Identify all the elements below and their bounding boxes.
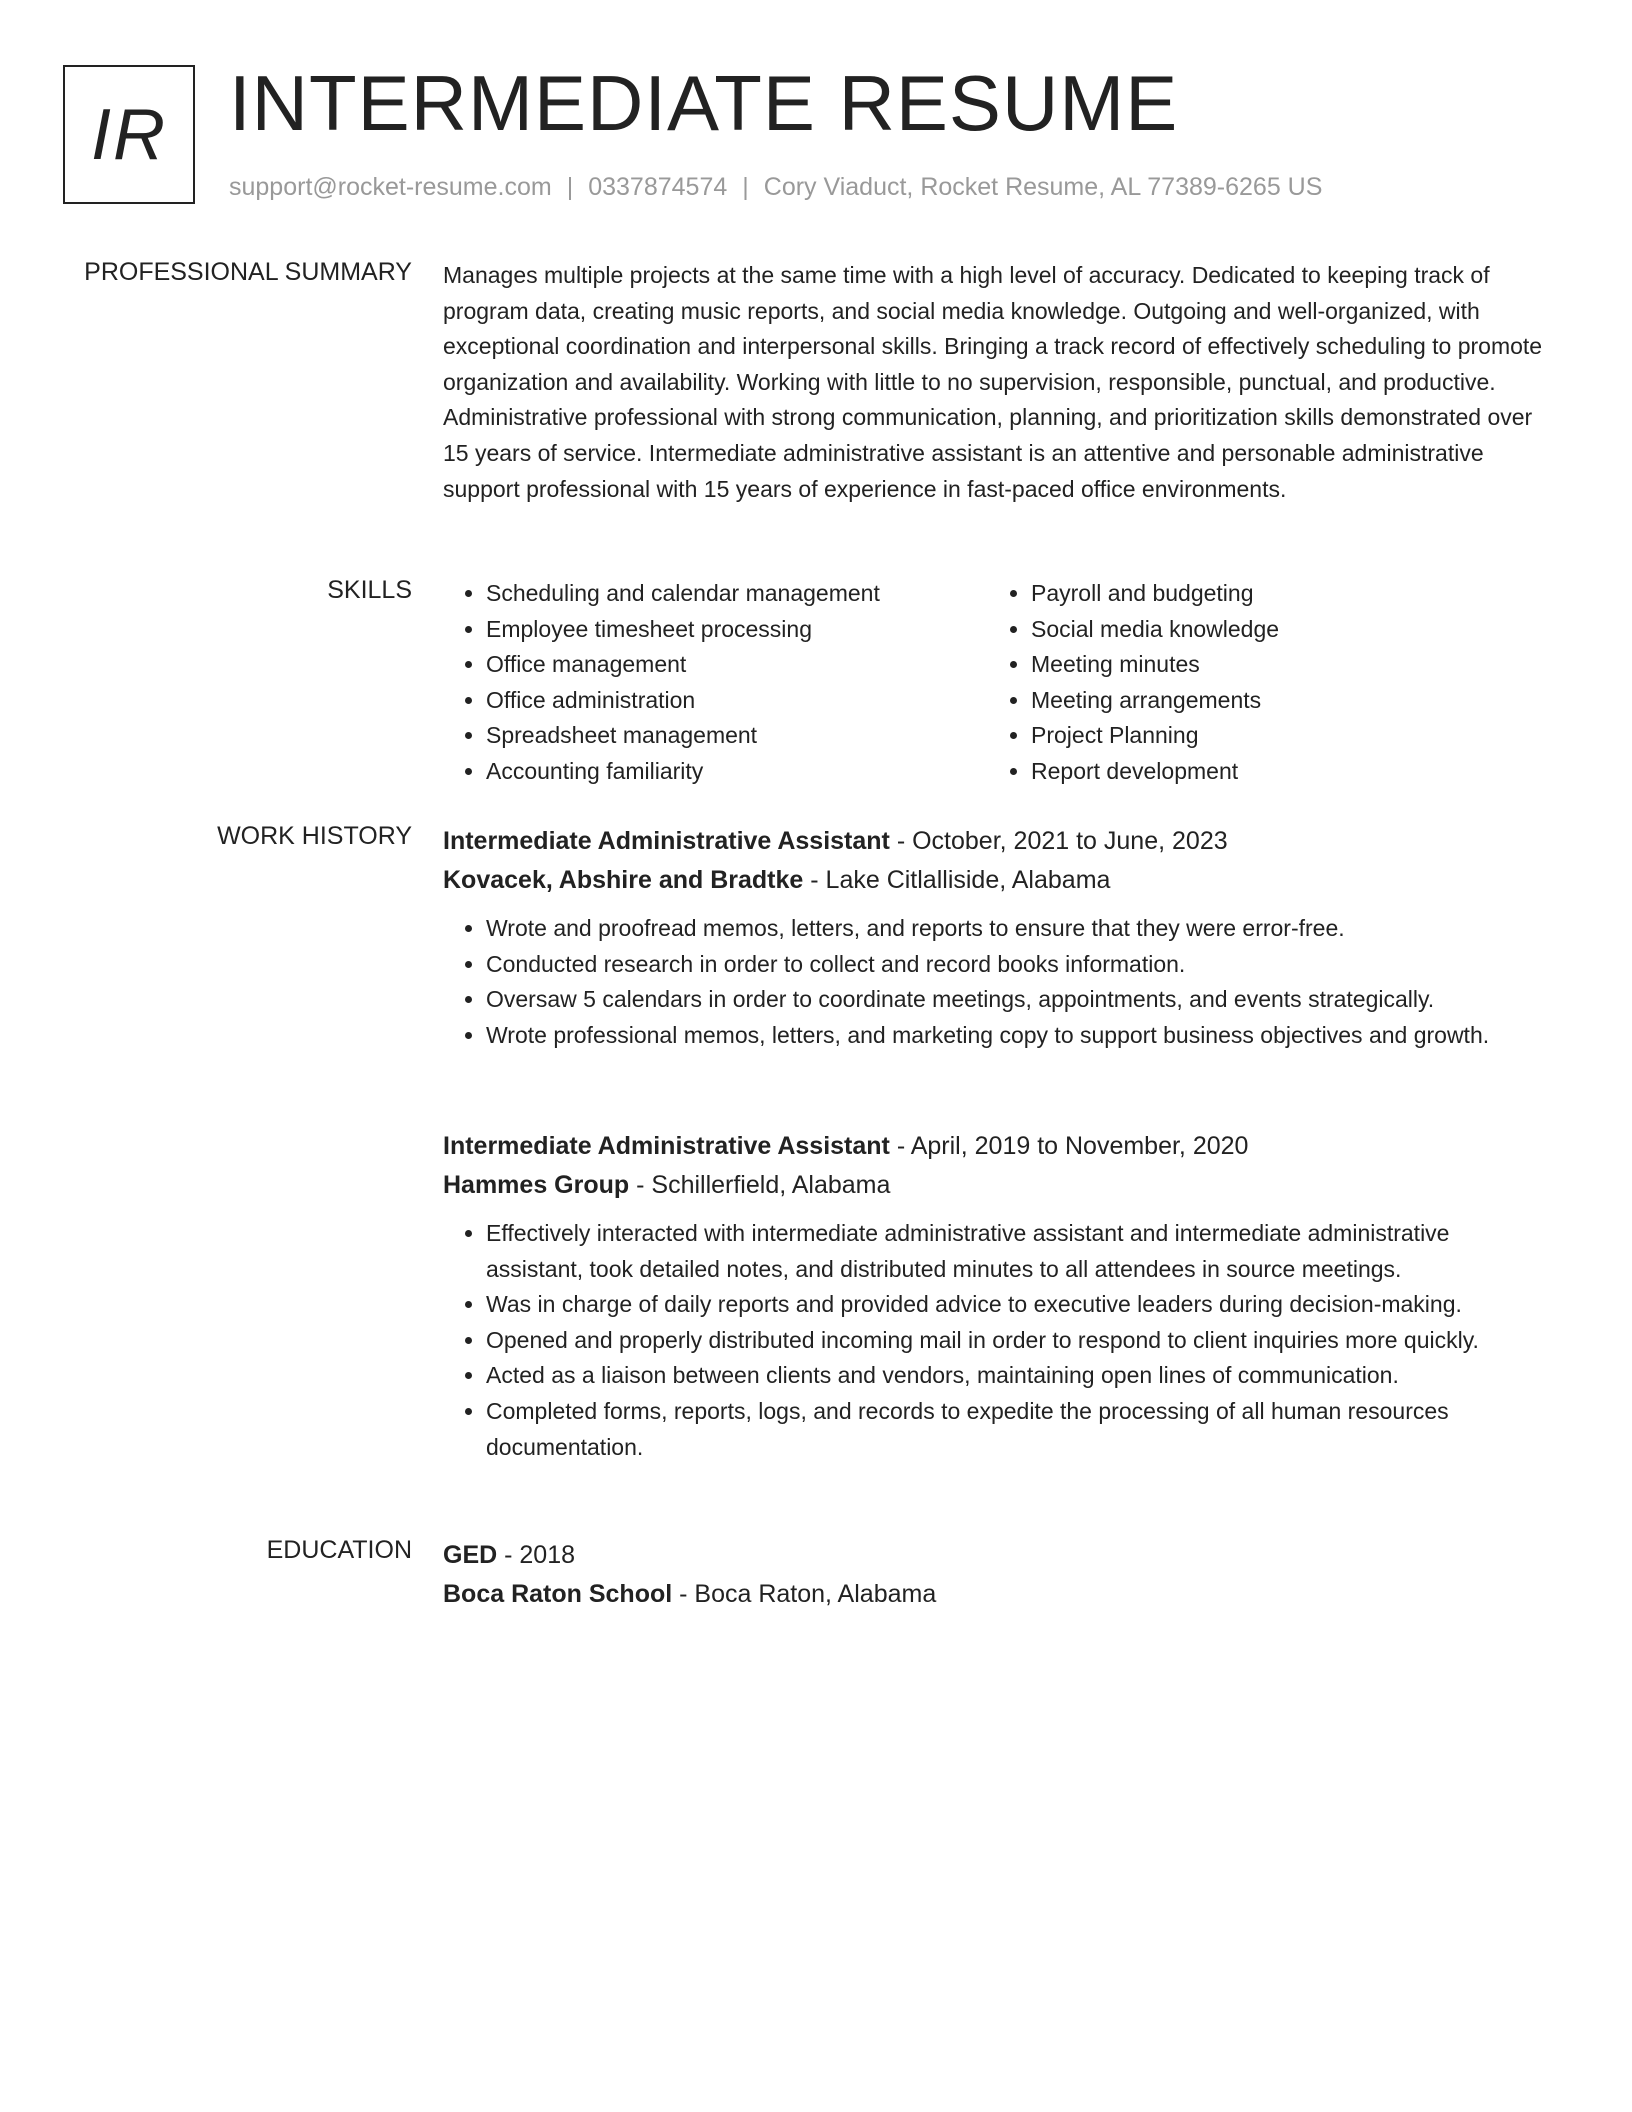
section-label-education: EDUCATION — [266, 1536, 412, 1564]
monogram-logo: IR — [63, 65, 195, 204]
education-degree-line — [443, 1536, 1553, 1575]
job-title-line — [443, 1127, 1553, 1166]
job-bullet: • Conducted research in order to collect and record books information. — [486, 947, 1553, 983]
summary-body — [443, 258, 1553, 507]
job-bullet-list — [443, 911, 1553, 1053]
job-bullet: • Wrote professional memos, letters, and marketing copy to support business objectives and growth. — [486, 1018, 1553, 1054]
skills-body — [443, 576, 1553, 790]
job-dates: - October, 2021 to June, 2023 — [889, 827, 1228, 855]
contact-separator: | — [742, 173, 749, 201]
skill-item: • Payroll and budgeting — [1031, 576, 1533, 612]
resume-name: INTERMEDIATE RESUME — [229, 59, 1179, 147]
education-school-line — [443, 1575, 1553, 1614]
education-school: Boca Raton School — [443, 1580, 673, 1608]
summary-text: Manages multiple projects at the same time with a high level of accuracy. Dedicated to keeping track of program data, creating music reports, and social media knowledge. Outgoing and well-organized, with exceptional coordination and interpersonal skills. Bringing a track record of effectively scheduling to promote organization and availability. Working with little to no supervision, responsible, punctual, and productive. Administrative professional with strong communication, planning, and prioritization skills demonstrated over 15 years of service. Intermediate administrative assistant is an attentive and personable administrative support professional with 15 years of experience in fast-paced office environments. — [443, 262, 1543, 502]
job-entry — [443, 822, 1553, 1053]
job-bullet: • Effectively interacted with intermediate administrative assistant and intermediate administrative assistant, took detailed notes, and distributed minutes to all attendees in source meetings. — [486, 1216, 1553, 1287]
job-location: - Schillerfield, Alabama — [629, 1171, 891, 1199]
education-year: - 2018 — [497, 1541, 576, 1569]
resume-header — [63, 59, 1563, 215]
job-company: Kovacek, Abshire and Bradtke — [443, 866, 804, 894]
contact-line — [229, 173, 1322, 202]
job-bullet: • Oversaw 5 calendars in order to coordinate meetings, appointments, and events strategically. — [486, 982, 1553, 1018]
education-degree: GED — [443, 1541, 498, 1569]
skill-item: • Office management — [486, 647, 988, 683]
job-bullet: • Was in charge of daily reports and provided advice to executive leaders during decision-making. — [486, 1287, 1553, 1323]
skill-item: • Report development — [1031, 754, 1533, 790]
job-dates: - April, 2019 to November, 2020 — [889, 1132, 1249, 1160]
section-label-work-history: WORK HISTORY — [217, 822, 412, 850]
job-company-line — [443, 861, 1553, 900]
contact-email: support@rocket-resume.com — [229, 173, 552, 201]
contact-separator: | — [566, 173, 574, 201]
education-location: - Boca Raton, Alabama — [672, 1580, 937, 1608]
skill-item: • Accounting familiarity — [486, 754, 988, 790]
job-title: Intermediate Administrative Assistant — [443, 1132, 890, 1160]
job-entry — [443, 1127, 1553, 1465]
skill-item: • Social media knowledge — [1031, 612, 1533, 648]
skill-item: • Meeting arrangements — [1031, 683, 1533, 719]
job-company-line — [443, 1166, 1553, 1205]
skill-item: • Meeting minutes — [1031, 647, 1533, 683]
contact-address: Cory Viaduct, Rocket Resume, AL 77389-6265 US — [763, 173, 1323, 201]
job-bullet: • Wrote and proofread memos, letters, and reports to ensure that they were error-free. — [486, 911, 1553, 947]
job-bullet-list — [443, 1216, 1553, 1465]
job-bullet: • Opened and properly distributed incoming mail in order to respond to client inquiries more quickly. — [486, 1323, 1553, 1359]
job-bullet: • Completed forms, reports, logs, and records to expedite the processing of all human resources documentation. — [486, 1394, 1553, 1465]
job-title: Intermediate Administrative Assistant — [443, 827, 890, 855]
skills-list-right — [988, 576, 1533, 790]
job-location: - Lake Citlalliside, Alabama — [803, 866, 1111, 894]
skill-item: • Employee timesheet processing — [486, 612, 988, 648]
job-bullet: • Acted as a liaison between clients and vendors, maintaining open lines of communication. — [486, 1358, 1553, 1394]
education-body — [443, 1536, 1553, 1614]
job-title-line — [443, 822, 1553, 861]
section-label-summary: PROFESSIONAL SUMMARY — [84, 258, 412, 286]
contact-phone: 0337874574 — [588, 173, 728, 201]
skill-item: • Scheduling and calendar management — [486, 576, 988, 612]
skills-list-left — [443, 576, 988, 790]
job-company: Hammes Group — [443, 1171, 630, 1199]
skill-item: • Project Planning — [1031, 718, 1533, 754]
skill-item: • Office administration — [486, 683, 988, 719]
skill-item: • Spreadsheet management — [486, 718, 988, 754]
section-label-skills: SKILLS — [327, 576, 412, 604]
